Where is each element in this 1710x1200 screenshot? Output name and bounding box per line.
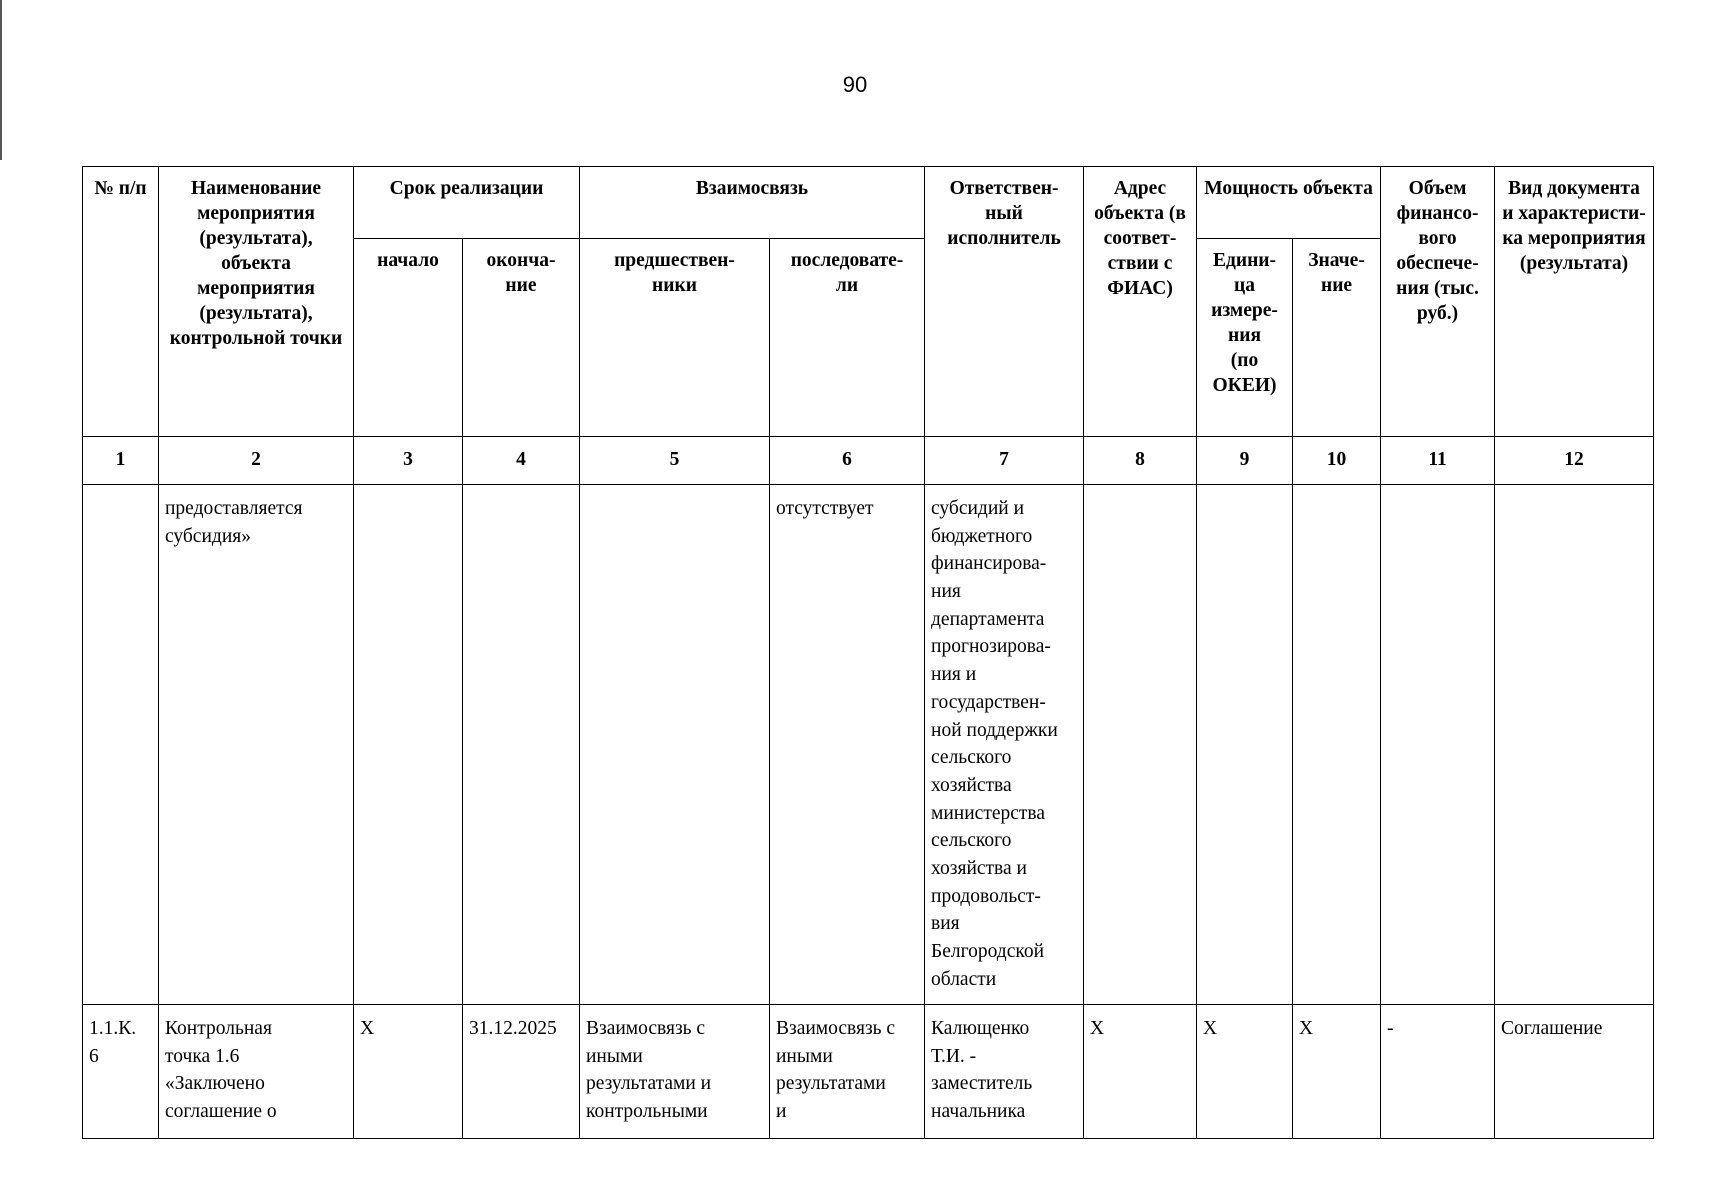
header-responsible: Ответствен- ный исполнитель	[925, 167, 1084, 437]
cell-name: предоставляется субсидия»	[159, 485, 354, 1005]
header-term-end: оконча- ние	[463, 239, 580, 437]
cell-predecessors	[580, 485, 770, 1005]
column-number: 3	[354, 437, 463, 485]
header-document-type: Вид документа и характеристи- ка мероприятия (результата)	[1495, 167, 1654, 437]
cell-predecessors: Взаимосвязь с иными результатами и контрольными	[580, 1005, 770, 1139]
cell-term-start	[354, 485, 463, 1005]
table-row	[83, 485, 1654, 1005]
cell-value	[1293, 485, 1381, 1005]
column-number: 6	[770, 437, 925, 485]
cell-term-end	[463, 485, 580, 1005]
column-number: 5	[580, 437, 770, 485]
header-predecessors: предшествен- ники	[580, 239, 770, 437]
table-header	[83, 167, 1654, 485]
column-number: 11	[1381, 437, 1495, 485]
header-unit: Едини- ца измере- ния (по ОКЕИ)	[1197, 239, 1293, 437]
cell-name: Контрольная точка 1.6 «Заключено соглашение о	[159, 1005, 354, 1139]
cell-address: X	[1084, 1005, 1197, 1139]
cell-funding: -	[1381, 1005, 1495, 1139]
column-number: 12	[1495, 437, 1654, 485]
cell-funding	[1381, 485, 1495, 1005]
cell-number: 1.1.К. 6	[83, 1005, 159, 1139]
header-funding: Объем финансо- вого обеспече- ния (тыс. руб.)	[1381, 167, 1495, 437]
cell-responsible: Калющенко Т.И. - заместитель начальника	[925, 1005, 1084, 1139]
column-number: 4	[463, 437, 580, 485]
column-number: 2	[159, 437, 354, 485]
activities-table	[82, 166, 1654, 1139]
cell-term-start: X	[354, 1005, 463, 1139]
header-name: Наименование мероприятия (результата), объекта мероприятия (результата), контрольной точки	[159, 167, 354, 437]
cell-unit: X	[1197, 1005, 1293, 1139]
cell-address	[1084, 485, 1197, 1005]
cell-responsible: субсидий и бюджетного финансирова- ния департамента прогнозирова- ния и государствен- ной поддержки сельского хозяйства министерства сельского хозяйства и продовольст- вия Белгородской области	[925, 485, 1084, 1005]
cell-number	[83, 485, 159, 1005]
column-number: 7	[925, 437, 1084, 485]
table-row	[83, 1005, 1654, 1139]
page-number: 90	[842, 72, 868, 97]
column-number: 8	[1084, 437, 1197, 485]
header-term-start: начало	[354, 239, 463, 437]
column-number: 1	[83, 437, 159, 485]
header-capacity-group: Мощность объекта	[1197, 167, 1381, 239]
header-successors: последовате- ли	[770, 239, 925, 437]
cell-document-type	[1495, 485, 1654, 1005]
cell-successors: Взаимосвязь с иными результатами и	[770, 1005, 925, 1139]
table-body	[83, 485, 1654, 1139]
cell-value: X	[1293, 1005, 1381, 1139]
header-address: Адрес объекта (в соответ- ствии с ФИАС)	[1084, 167, 1197, 437]
column-number: 9	[1197, 437, 1293, 485]
header-row-1	[83, 167, 1654, 239]
column-number: 10	[1293, 437, 1381, 485]
cell-term-end: 31.12.2025	[463, 1005, 580, 1139]
header-number: № п/п	[83, 167, 159, 437]
header-term-group: Срок реализации	[354, 167, 580, 239]
cell-successors: отсутствует	[770, 485, 925, 1005]
cell-unit	[1197, 485, 1293, 1005]
cell-document-type: Соглашение	[1495, 1005, 1654, 1139]
header-value: Значе- ние	[1293, 239, 1381, 437]
header-relation-group: Взаимосвязь	[580, 167, 925, 239]
column-numbers-row	[83, 437, 1654, 485]
